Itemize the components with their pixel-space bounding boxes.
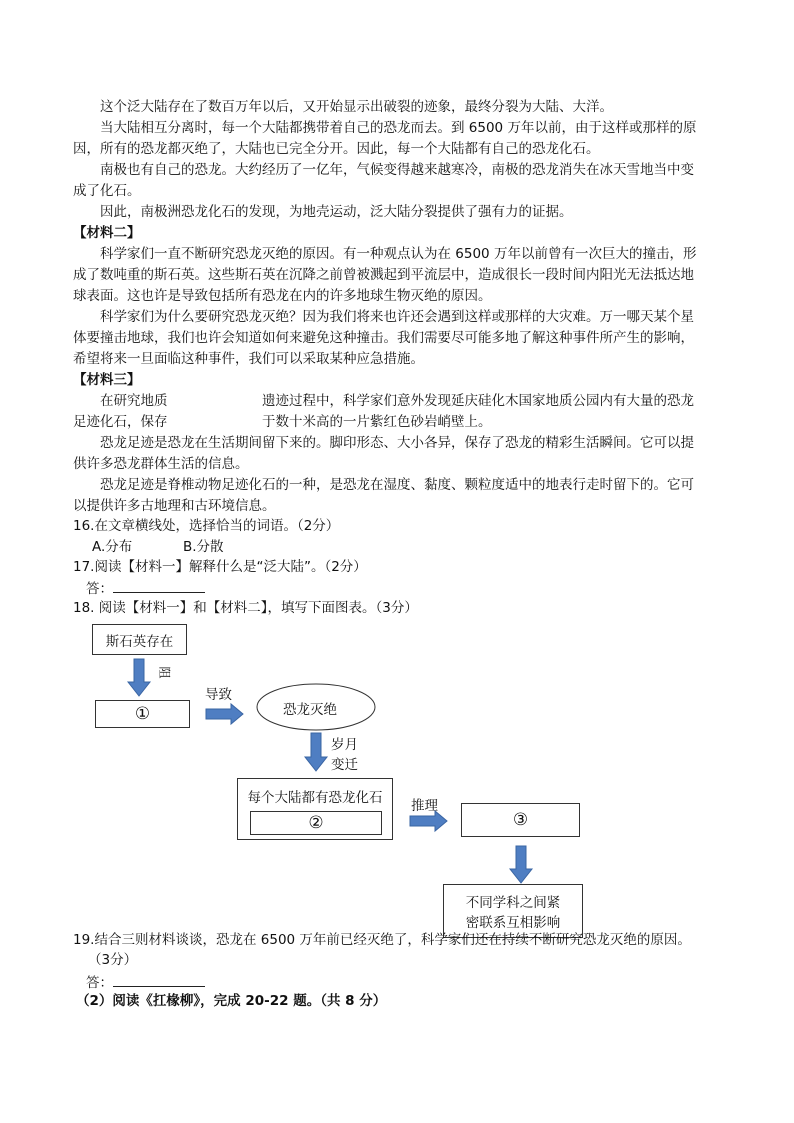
material3-para3-line2: 以提供许多古地理和古环境信息。 <box>73 498 276 514</box>
box-every-continent-fossils <box>237 778 393 840</box>
blank-box-3[interactable] <box>461 803 580 837</box>
arrow-right-2 <box>410 811 447 831</box>
material1-para3-line2: 成了化石。 <box>73 183 141 199</box>
blank-number-3: ③ <box>512 810 529 830</box>
box-fossils-text: 每个大陆都有恐龙化石 <box>247 790 383 806</box>
question-18: 18. 阅读【材料一】和【材料二】，填写下面图表。（3分） <box>73 600 418 616</box>
question-19-line1: 19.结合三则材料谈谈，恐龙在 6500 万年前已经灭绝了，科学家们还在持续不断研究恐龙灭绝的原因。 <box>73 932 691 948</box>
material3-heading: 【材料三】 <box>73 372 141 388</box>
section-2-heading: （2）阅读《扛椽柳》，完成 20-22 题。（共 8 分） <box>76 993 387 1009</box>
material3-para1-line2-left: 足迹化石，保存 <box>73 414 168 430</box>
material2-para1-line3: 球表面。这也许是导致包括所有恐龙在内的许多地球生物灭绝的原因。 <box>73 288 492 304</box>
blank-box-2[interactable] <box>250 811 382 835</box>
material1-para1: 这个泛大陆存在了数百万年以后，又开始显示出破裂的迹象，最终分裂为大陆、大洋。 <box>100 99 613 115</box>
arrow-down-2 <box>305 733 327 771</box>
question-19-answer <box>86 971 205 993</box>
question-16-option-b: B.分散 <box>183 539 224 555</box>
arrow-down-3 <box>510 846 532 883</box>
material3-para1-line1-left: 在研究地质 <box>100 393 168 409</box>
arrow3-label-line2: 变迁 <box>331 757 358 773</box>
blank-number-1: ① <box>134 704 151 724</box>
material2-heading: 【材料二】 <box>73 225 141 241</box>
arrow1-label: 阻 <box>157 666 172 679</box>
question-16: 16.在文章横线处，选择恰当的词语。（2分） <box>73 518 340 534</box>
question-16-option-a: A.分布 <box>92 539 133 555</box>
material3-para3-line1: 恐龙足迹是脊椎动物足迹化石的一种，是恐龙在湿度、黏度、颗粒度适中的地表行走时留下的。它可 <box>100 477 694 493</box>
question-19-line2: （3分） <box>88 952 138 968</box>
arrow2-label: 导致 <box>205 687 232 703</box>
material1-para3-line1: 南极也有自己的恐龙。大约经历了一亿年，气候变得越来越寒冷，南极的恐龙消失在冰天雪地当中变 <box>100 162 694 178</box>
material3-para2-line1: 恐龙足迹是恐龙在生活期间留下来的。脚印形态、大小各异，保存了恐龙的精彩生活瞬间。它可以提 <box>100 435 694 451</box>
material3-para1-line2-right: 于数十米高的一片紫红色砂岩峭壁上。 <box>262 414 492 430</box>
material2-para1-line1: 科学家们一直不断研究恐龙灭绝的原因。有一种观点认为在 6500 万年以前曾有一次巨大的撞击，形 <box>100 246 697 262</box>
material2-para2-line1: 科学家们为什么要研究恐龙灭绝？因为我们将来也许还会遇到这样或那样的大灾难。万一哪天某个星 <box>100 309 694 325</box>
arrow4-label: 推理 <box>411 798 438 814</box>
answer-blank[interactable] <box>113 971 205 987</box>
box-stishovite-text: 斯石英存在 <box>105 633 174 650</box>
material2-para2-line2: 体要撞击地球，我们也许会知道如何来避免这种撞击。我们需要尽可能多地了解这种事件所产生的影响， <box>73 330 694 346</box>
box-disciplines-line2: 密联系互相影响 <box>465 915 561 931</box>
material1-para2-line1: 当大陆相互分离时，每一个大陆都携带着自己的恐龙而去。到 6500 万年以前，由于这样或那样的原 <box>100 120 697 136</box>
box-disciplines-line1: 不同学科之间紧 <box>465 895 561 911</box>
material3-para1-line1-right: 遗迹过程中，科学家们意外发现延庆硅化木国家地质公园内有大量的恐龙 <box>262 393 694 409</box>
blank-box-1[interactable] <box>95 700 190 728</box>
answer-label: 答： <box>86 975 113 991</box>
blank-number-2: ② <box>308 813 324 833</box>
box-stishovite-exists <box>92 624 187 655</box>
arrow3-label-line1: 岁月 <box>331 737 358 753</box>
arrow-right-1 <box>206 704 243 724</box>
material1-para2-line2: 因，所有的恐龙都灭绝了，大陆也已完全分开。因此，每一个大陆都有自己的恐龙化石。 <box>73 141 600 157</box>
material2-para1-line2: 成了数吨重的斯石英。这些斯石英在沉降之前曾被溅起到平流层中，造成很长一段时间内阳光无法抵达地 <box>73 267 694 283</box>
question-17: 17.阅读【材料一】解释什么是“泛大陆”。（2分） <box>73 559 367 575</box>
answer-label: 答： <box>86 581 113 597</box>
material2-para2-line3: 希望将来一旦面临这种事件，我们可以采取某种应急措施。 <box>73 351 424 367</box>
ellipse-text: 恐龙灭绝 <box>283 702 337 718</box>
arrow-down-1 <box>128 659 150 696</box>
material3-para2-line2: 供许多恐龙群体生活的信息。 <box>73 456 249 472</box>
material1-para4: 因此，南极洲恐龙化石的发现，为地壳运动，泛大陆分裂提供了强有力的证据。 <box>100 204 573 220</box>
